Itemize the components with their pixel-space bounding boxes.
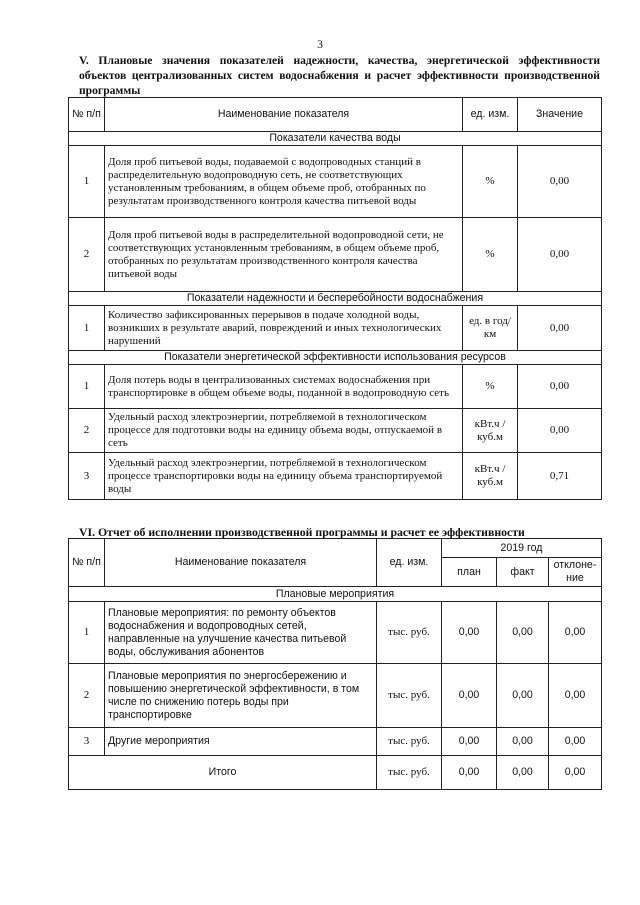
row-unit: % [463, 218, 518, 292]
section-5-heading: V. Плановые значения показателей надежности, качества, энергетической эффективности объектов централизованных систем водоснабжения и расчет эффективности производственной программы [79, 54, 600, 97]
row-value: 0,71 [518, 453, 602, 500]
row-fact: 0,00 [497, 664, 549, 728]
row-unit: кВт.ч / куб.м [463, 453, 518, 500]
row-name: Плановые мероприятия: по ремонту объектов водоснабжения и водопроводных сетей, направленные на улучшение качества питьевой воды, обслуживания абонентов [105, 602, 377, 664]
row-fact: 0,00 [497, 728, 549, 756]
quality-indicators-table [68, 97, 602, 500]
total-deviation: 0,00 [549, 756, 602, 790]
row-name: Количество зафиксированных перерывов в подаче холодной воды, возникших в результате аварий, повреждений и иных технологических нарушений [105, 306, 463, 351]
row-num: 1 [69, 365, 105, 409]
total-label: Итого [69, 756, 377, 790]
table-row [69, 146, 602, 218]
table-row [69, 664, 602, 728]
page-number: 3 [317, 37, 323, 51]
row-deviation: 0,00 [549, 728, 602, 756]
table-row [69, 453, 602, 500]
row-unit: % [463, 365, 518, 409]
col-unit-header: ед. изм. [463, 98, 518, 132]
table-row [69, 365, 602, 409]
col-year-header: 2019 год [442, 539, 602, 558]
table-row [69, 728, 602, 756]
row-fact: 0,00 [497, 602, 549, 664]
row-name: Доля потерь воды в централизованных системах водоснабжения при транспортировке в общем объеме воды, поданной в водопроводную сеть [105, 365, 463, 409]
table-header-row [69, 98, 602, 132]
col-value-header: Значение [518, 98, 602, 132]
col-num-header: № п/п [69, 98, 105, 132]
group-title: Показатели энергетической эффективности использования ресурсов [69, 351, 602, 365]
row-num: 2 [69, 409, 105, 453]
table-row [69, 218, 602, 292]
table-row [69, 602, 602, 664]
row-name: Доля проб питьевой воды, подаваемой с водопроводных станций в распределительную водопроводную сеть, не соответствующих установленным требованиям, в общем объеме проб, отобранных по результатам производственного контроля качества питьевой воды [105, 146, 463, 218]
row-unit: тыс. руб. [377, 664, 442, 728]
row-value: 0,00 [518, 409, 602, 453]
row-value: 0,00 [518, 146, 602, 218]
row-unit: тыс. руб. [377, 728, 442, 756]
group-title: Показатели надежности и бесперебойности водоснабжения [69, 292, 602, 306]
col-name-header: Наименование показателя [105, 539, 377, 587]
row-name: Доля проб питьевой воды в распределительной водопроводной сети, не соответствующих установленным требованиям, в общем объеме проб, отобранных по результатам производственного контроля качества питьевой воды [105, 218, 463, 292]
row-name: Другие мероприятия [105, 728, 377, 756]
row-unit: кВт.ч / куб.м [463, 409, 518, 453]
col-unit-header: ед. изм. [377, 539, 442, 587]
total-row [69, 756, 602, 790]
table-row [69, 409, 602, 453]
col-num-header: № п/п [69, 539, 105, 587]
program-execution-table [68, 538, 602, 790]
row-num: 1 [69, 602, 105, 664]
row-value: 0,00 [518, 365, 602, 409]
row-value: 0,00 [518, 218, 602, 292]
col-plan-header: план [442, 558, 497, 587]
row-num: 3 [69, 728, 105, 756]
row-unit: % [463, 146, 518, 218]
row-name: Плановые мероприятия по энергосбережению и повышению энергетической эффективности, в том числе по снижению потерь воды при транспортировке [105, 664, 377, 728]
row-name: Удельный расход электроэнергии, потребляемой в технологическом процессе транспортировки воды на единицу объема транспортируемой воды [105, 453, 463, 500]
row-deviation: 0,00 [549, 664, 602, 728]
row-num: 2 [69, 664, 105, 728]
row-num: 2 [69, 218, 105, 292]
row-num: 3 [69, 453, 105, 500]
row-num: 1 [69, 146, 105, 218]
row-value: 0,00 [518, 306, 602, 351]
row-unit: ед. в год/ км [463, 306, 518, 351]
col-deviation-header: отклоне-ние [549, 558, 602, 587]
group-title: Показатели качества воды [69, 132, 602, 146]
row-plan: 0,00 [442, 728, 497, 756]
group-title: Плановые мероприятия [69, 587, 602, 602]
section-6-heading: VI. Отчет об исполнении производственной программы и расчет ее эффективности [79, 525, 525, 539]
table-row [69, 306, 602, 351]
row-deviation: 0,00 [549, 602, 602, 664]
row-name: Удельный расход электроэнергии, потребляемой в технологическом процессе для подготовки воды на единицу объема воды, отпускаемой в сеть [105, 409, 463, 453]
col-name-header: Наименование показателя [105, 98, 463, 132]
total-unit: тыс. руб. [377, 756, 442, 790]
row-plan: 0,00 [442, 602, 497, 664]
col-fact-header: факт [497, 558, 549, 587]
total-plan: 0,00 [442, 756, 497, 790]
total-fact: 0,00 [497, 756, 549, 790]
row-unit: тыс. руб. [377, 602, 442, 664]
row-plan: 0,00 [442, 664, 497, 728]
row-num: 1 [69, 306, 105, 351]
